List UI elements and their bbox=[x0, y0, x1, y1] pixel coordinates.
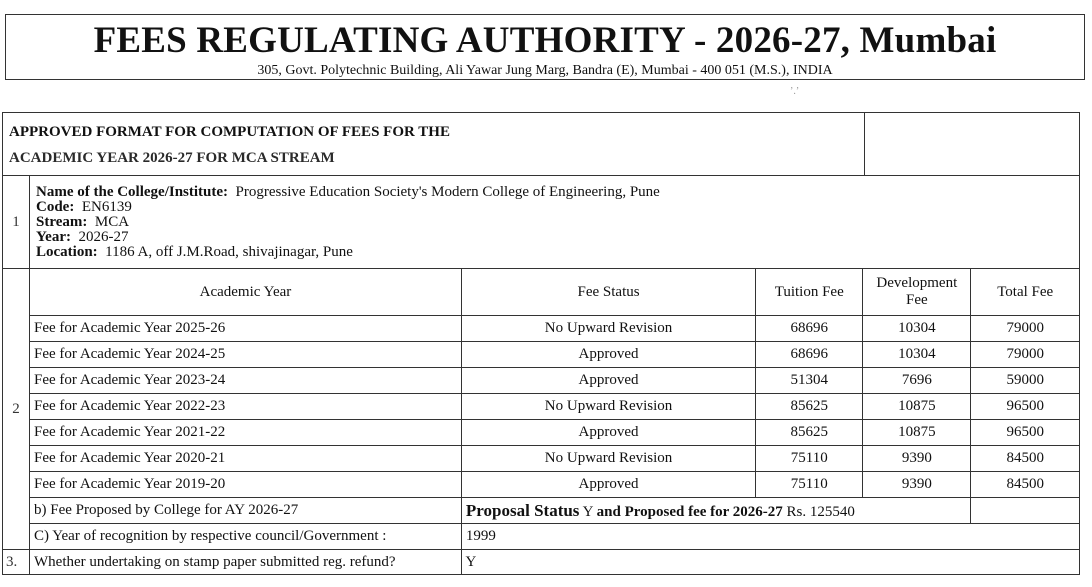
table-row bbox=[30, 472, 1079, 498]
total-fee: 79000 bbox=[971, 316, 1079, 342]
format-title-line1: APPROVED FORMAT FOR COMPUTATION OF FEES FOR THE bbox=[9, 124, 450, 140]
proposal-status-label: Proposal Status bbox=[465, 500, 580, 520]
development-fee: 9390 bbox=[863, 472, 971, 498]
proposed-fee-label: Proposed fee for 2026-27 bbox=[624, 503, 783, 520]
proposal-details bbox=[461, 498, 970, 524]
fee-status: Approved bbox=[461, 472, 755, 498]
college-code: EN6139 bbox=[81, 198, 132, 215]
section-number: 2 bbox=[3, 269, 30, 550]
fee-status: No Upward Revision bbox=[461, 394, 755, 420]
fee-status: No Upward Revision bbox=[461, 446, 755, 472]
fee-computation-table bbox=[2, 112, 1080, 575]
table-row bbox=[30, 342, 1079, 368]
table-row bbox=[30, 368, 1079, 394]
fee-history-cell bbox=[30, 269, 1080, 550]
recognition-label: C) Year of recognition by respective council/Government : bbox=[30, 524, 461, 550]
location-label: Location: bbox=[36, 243, 98, 260]
fee-status: Approved bbox=[461, 420, 755, 446]
code-label: Code: bbox=[36, 198, 75, 215]
recognition-row bbox=[30, 524, 1079, 550]
page-title: FEES REGULATING AUTHORITY - 2026-27, Mumbai bbox=[93, 20, 997, 61]
academic-year: Fee for Academic Year 2020-21 bbox=[30, 446, 461, 472]
total-fee: 96500 bbox=[971, 394, 1079, 420]
proposal-status-value: Y bbox=[582, 503, 593, 520]
location-value: 1186 A, off J.M.Road, shivajinagar, Pune bbox=[105, 243, 353, 260]
proposed-fee-blank bbox=[971, 498, 1079, 524]
total-fee: 59000 bbox=[971, 368, 1079, 394]
total-fee: 79000 bbox=[971, 342, 1079, 368]
section-1-row bbox=[3, 176, 1080, 269]
college-name-label: Name of the College/Institute: bbox=[36, 183, 229, 200]
college-info bbox=[30, 176, 1080, 269]
academic-year: Fee for Academic Year 2021-22 bbox=[30, 420, 461, 446]
undertaking-value: Y bbox=[461, 550, 1079, 574]
section-number: 3. bbox=[3, 550, 30, 575]
column-header: Total Fee bbox=[971, 269, 1079, 316]
section-2-row bbox=[3, 269, 1080, 550]
table-row bbox=[30, 394, 1079, 420]
format-title-row bbox=[3, 113, 1080, 176]
development-fee: 10875 bbox=[863, 394, 971, 420]
academic-year: Fee for Academic Year 2022-23 bbox=[30, 394, 461, 420]
stream-label: Stream: bbox=[36, 213, 88, 230]
undertaking-cell bbox=[30, 550, 1080, 575]
pen-mark: ʼ.ʼ bbox=[790, 86, 800, 97]
tuition-fee: 85625 bbox=[756, 420, 863, 446]
academic-year: Fee for Academic Year 2019-20 bbox=[30, 472, 461, 498]
tuition-fee: 51304 bbox=[756, 368, 863, 394]
section-3-row bbox=[3, 550, 1080, 575]
proposed-fee-row bbox=[30, 498, 1079, 524]
column-header: Development Fee bbox=[863, 269, 971, 316]
tuition-fee: 75110 bbox=[756, 472, 863, 498]
column-header: Tuition Fee bbox=[756, 269, 863, 316]
development-fee: 7696 bbox=[863, 368, 971, 394]
table-row bbox=[30, 446, 1079, 472]
proposed-fee-and: and bbox=[596, 503, 621, 520]
recognition-year: 1999 bbox=[461, 524, 1079, 550]
fee-status: Approved bbox=[461, 368, 755, 394]
year-value: 2026-27 bbox=[78, 228, 129, 245]
year-label: Year: bbox=[36, 228, 71, 245]
tuition-fee: 75110 bbox=[756, 446, 863, 472]
academic-year: Fee for Academic Year 2025-26 bbox=[30, 316, 461, 342]
fee-status: Approved bbox=[461, 342, 755, 368]
table-row bbox=[30, 420, 1079, 446]
tuition-fee: 68696 bbox=[756, 316, 863, 342]
fee-history-table bbox=[30, 269, 1079, 549]
undertaking-table bbox=[30, 550, 1079, 574]
college-name: Progressive Education Society's Modern College of Engineering, Pune bbox=[235, 183, 660, 200]
total-fee: 84500 bbox=[971, 446, 1079, 472]
authority-address: 305, Govt. Polytechnic Building, Ali Yawar Jung Marg, Bandra (E), Mumbai - 400 051 (M.S.), INDIA bbox=[257, 63, 833, 78]
development-fee: 10875 bbox=[863, 420, 971, 446]
proposed-fee-label: b) Fee Proposed by College for AY 2026-27 bbox=[30, 498, 461, 524]
table-header-row bbox=[30, 269, 1079, 316]
tuition-fee: 85625 bbox=[756, 394, 863, 420]
development-fee: 10304 bbox=[863, 316, 971, 342]
section-number: 1 bbox=[3, 176, 30, 269]
column-header: Fee Status bbox=[461, 269, 755, 316]
academic-year: Fee for Academic Year 2023-24 bbox=[30, 368, 461, 394]
column-header: Academic Year bbox=[30, 269, 461, 316]
stream-value: MCA bbox=[94, 213, 130, 230]
table-row bbox=[30, 316, 1079, 342]
development-fee: 10304 bbox=[863, 342, 971, 368]
total-fee: 96500 bbox=[971, 420, 1079, 446]
academic-year: Fee for Academic Year 2024-25 bbox=[30, 342, 461, 368]
format-title-line2: ACADEMIC YEAR 2026-27 FOR MCA STREAM bbox=[9, 150, 335, 166]
format-title bbox=[3, 113, 865, 176]
format-title-blank bbox=[865, 113, 1080, 176]
development-fee: 9390 bbox=[863, 446, 971, 472]
fee-status: No Upward Revision bbox=[461, 316, 755, 342]
proposed-fee-value: Rs. 125540 bbox=[786, 503, 855, 520]
undertaking-label: Whether undertaking on stamp paper submitted reg. refund? bbox=[30, 550, 461, 574]
header-box bbox=[5, 14, 1085, 80]
total-fee: 84500 bbox=[971, 472, 1079, 498]
tuition-fee: 68696 bbox=[756, 342, 863, 368]
